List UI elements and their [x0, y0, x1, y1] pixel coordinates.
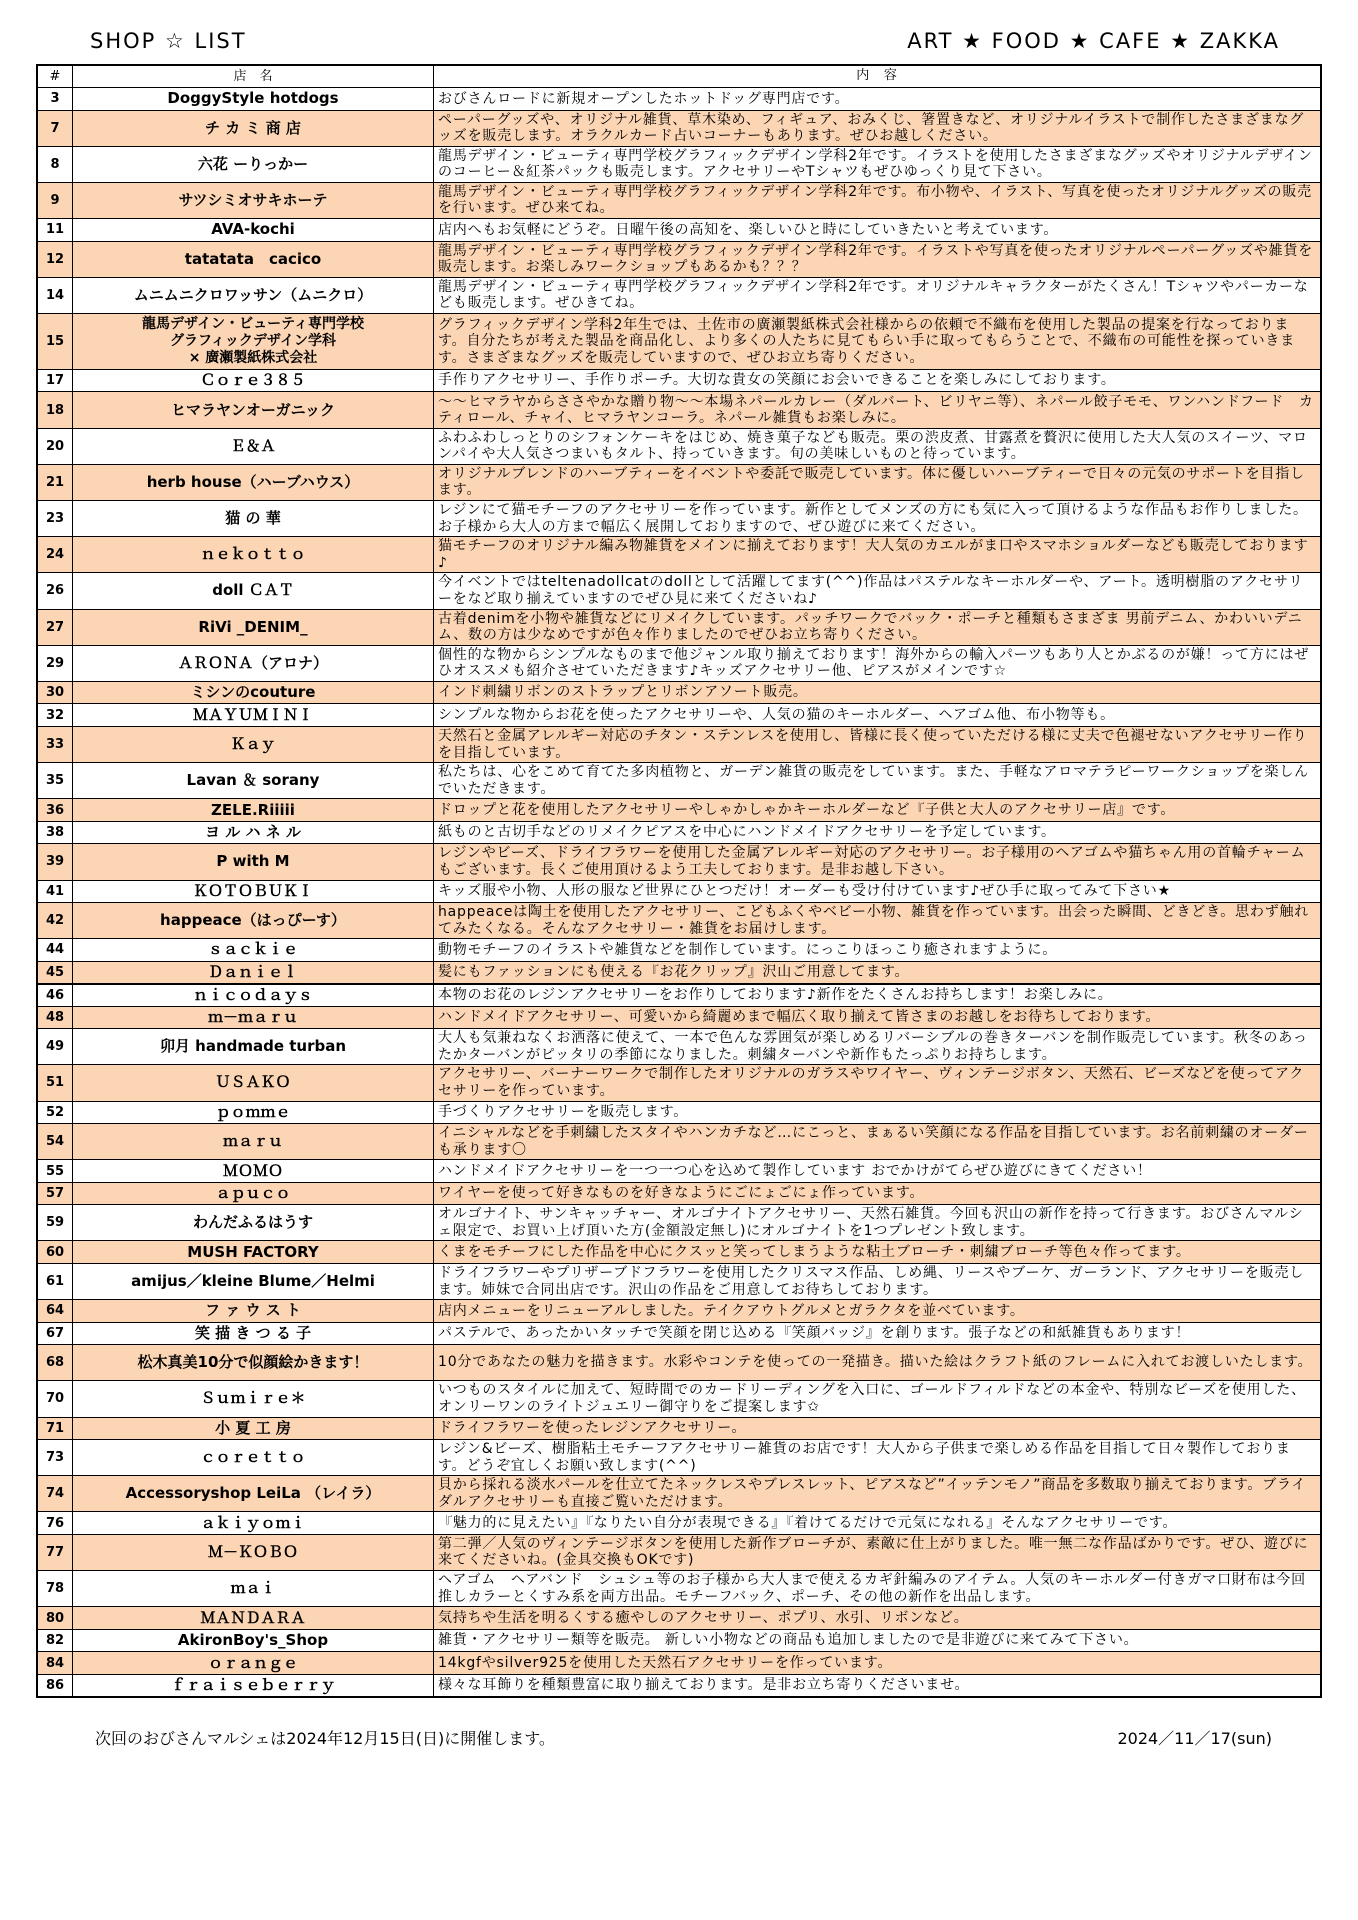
shop-name: ｃｏｒｅｔｔｏ	[73, 1440, 434, 1475]
shop-number: 77	[38, 1535, 73, 1570]
shop-description-cell	[434, 392, 1320, 427]
shop-description: 気持ちや生活を明るくする癒やしのアクセサリー、ポプリ、水引、リボンなど。	[438, 1609, 969, 1626]
shop-row	[38, 798, 1320, 821]
shop-name: Ｄａｎｉｅｌ	[73, 962, 434, 984]
shop-name: ａｐｕｃｏ	[73, 1183, 434, 1205]
shop-description: オリジナルブレンドのハーブティーをイベントや委託で販売しています。体に優しいハーブティーで日々の元気のサポートを目指します。	[438, 465, 1305, 499]
shop-name: ｍ－ｍａｒｕ	[73, 1007, 434, 1029]
shop-description-cell	[434, 1571, 1320, 1606]
shop-description: ふわふわしっとりのシフォンケーキをはじめ、焼き菓子なども販売。栗の渋皮煮、甘露煮を贅沢に使用した大人気のスイーツ、マロンパイや大人気さつまいもタルト、持っていきます。旬の美味しいものと待っています。	[438, 429, 1308, 463]
shop-description-cell	[434, 1205, 1320, 1240]
shop-number: 17	[38, 370, 73, 392]
shop-description-cell	[434, 1183, 1320, 1205]
shop-row	[38, 536, 1320, 572]
shop-description-cell	[434, 881, 1320, 903]
shop-name: Ｅ＆Ａ	[73, 429, 434, 464]
shop-number: 71	[38, 1418, 73, 1440]
shop-description-cell	[434, 573, 1320, 608]
shop-row	[38, 572, 1320, 608]
shop-number: 26	[38, 573, 73, 608]
shop-description-cell	[434, 1065, 1320, 1100]
shop-row	[38, 391, 1320, 427]
shop-name: MUSH FACTORY	[73, 1241, 434, 1263]
shop-description-cell	[434, 1241, 1320, 1263]
shop-description: 雑貨・アクセサリー類等を販売。 新しい小物などの商品も追加しましたので是非遊びに来てみて下さい。	[438, 1632, 1139, 1649]
shop-name: Ｋａｙ	[73, 727, 434, 762]
shop-description: パステルで、あったかいタッチで笑顔を閉じ込める『笑顔バッジ』を創ります。張子などの和紙雑貨もあります！	[438, 1325, 1191, 1342]
shop-row	[38, 1439, 1320, 1475]
shop-name: 六花 ーりっかー	[73, 147, 434, 182]
shop-description: ドライフラワーを使ったレジンアクセサリー。	[438, 1420, 747, 1436]
shop-number: 33	[38, 727, 73, 762]
shop-number: 9	[38, 183, 73, 218]
shop-description: 手作りアクセサリー、手作りポーチ。大切な貴女の笑顔にお会いできることを楽しみにしております。	[438, 372, 1116, 389]
shop-row	[38, 1475, 1320, 1511]
shop-row	[38, 1064, 1320, 1100]
shop-description: レジンにて猫モチーフのアクセサリーを作っています。新作としてメンズの方にも気に入って頂けるような作品もお作りしました。お子様から大人の方まで幅広く展開しておりますので、ぜひ遊びに来てください。	[438, 502, 1308, 535]
shop-description: ハンドメイドアクセサリー、可愛いから綺麗めまで幅広く取り揃えて皆さまのお越しをお待ちしております。	[438, 1009, 1161, 1026]
shop-description: レジン&ビーズ、樹脂粘土モチーフアクセサリー雑貨のお店です！大人から子供まで楽しめる作品を目指して日々製作しております。どうぞ宜しくお願い致します(^^)	[438, 1441, 1291, 1474]
shop-number: 27	[38, 610, 73, 645]
shop-name: amijus／kleine Blume／Helmi	[73, 1264, 434, 1299]
shop-name: RiVi _DENIM_	[73, 610, 434, 645]
shop-name: herb house（ハーブハウス）	[73, 465, 434, 500]
shop-row	[38, 1299, 1320, 1322]
shop-row	[38, 313, 1320, 369]
shop-number: 52	[38, 1102, 73, 1124]
shop-number: 76	[38, 1512, 73, 1534]
shop-description: 髪にもファッションにも使える『お花クリップ』沢山ご用意してます。	[438, 964, 910, 981]
table-header-row	[38, 66, 1320, 87]
shop-row	[38, 1380, 1320, 1416]
shop-number: 11	[38, 219, 73, 241]
shop-description: 『魅力的に見えたい』『なりたい自分が表現できる』『着けてるだけで元気になれる』そんなアクセサリーです。	[438, 1514, 1178, 1531]
shop-row	[38, 843, 1320, 879]
shop-name: 猫 の 華	[73, 501, 434, 536]
shop-description: 天然石と金属アレルギー対応のチタン・ステンレスを使用し、皆様に長く使っていただける様に丈夫で色褪せないアクセサリー作りを目指しています。	[438, 728, 1308, 761]
shop-description-cell	[434, 147, 1320, 182]
shop-description: ドロップと花を使用したアクセサリーやしゃかしゃかキーホルダーなど『子供と大人のアクセサリー店』です。	[438, 801, 1176, 818]
shop-row	[38, 428, 1320, 464]
shop-row	[38, 681, 1320, 704]
shop-row	[38, 938, 1320, 961]
shop-row	[38, 609, 1320, 645]
shop-number: 38	[38, 822, 73, 844]
shop-name: サツシミオサキホーテ	[73, 183, 434, 218]
shop-description: 大人も気兼ねなくお洒落に使えて、一本で色んな雰囲気が楽しめるリバーシブルの巻きターバンを制作販売しています。秋冬のあったかターバンがピッタリの季節になりました。刺繍ターバンや新作もたっぷりお持ちします。	[438, 1030, 1308, 1063]
shop-name: ＭＡＮＤＡＲＡ	[73, 1607, 434, 1629]
shop-number: 21	[38, 465, 73, 500]
shop-description: 第二弾／人気のヴィンテージボタンを使用した新作ブローチが、素敵に仕上がりました。唯一無二な作品ばかりです。ぜひ、遊びに来てくださいね。(金具交換もOKです)	[438, 1535, 1309, 1569]
shop-description: おびさんロードに新規オープンしたホットドッグ専門店です。	[438, 90, 850, 107]
shop-number: 67	[38, 1323, 73, 1345]
shop-name: フ ァ ウ ス ト	[73, 1300, 434, 1322]
shop-description-cell	[434, 1476, 1320, 1511]
shop-description: 龍馬デザイン・ビューティ専門学校グラフィックデザイン学科2年です。イラストや写真を使ったオリジナルペーパーグッズや雑貨を販売します。お楽しみワークショップもあるかも？？？	[438, 242, 1314, 276]
shop-name: Ｍ－ＫＯＢＯ	[73, 1535, 434, 1570]
shop-description: 店内へもお気軽にどうぞ。日曜午後の高知を、楽しいひと時にしていきたいと考えています。	[438, 221, 1059, 238]
shop-name: チ カ ミ 商 店	[73, 111, 434, 146]
shop-name: ｏｒａｎｇｅ	[73, 1652, 434, 1674]
shop-description: 14kgfやsilver925を使用した天然石アクセサリーを作っています。	[438, 1654, 893, 1671]
shop-name: ｓａｃｋｉｅ	[73, 939, 434, 961]
shop-number: 61	[38, 1264, 73, 1299]
shop-number: 29	[38, 646, 73, 681]
shop-description-cell	[434, 610, 1320, 645]
shop-number: 70	[38, 1381, 73, 1416]
shop-number: 51	[38, 1065, 73, 1100]
shop-row	[38, 703, 1320, 726]
shop-description-cell	[434, 1264, 1320, 1299]
shop-description: 店内メニューをリニューアルしました。テイクアウトグルメとガラクタを並べています。	[438, 1302, 1025, 1319]
shop-description-cell	[434, 1607, 1320, 1629]
column-header-name: 店 名	[73, 66, 434, 87]
shop-name: ヨ ル ハ ネ ル	[73, 822, 434, 844]
shop-name: わんだふるはうす	[73, 1205, 434, 1240]
shop-description-cell	[434, 799, 1320, 821]
shop-description: ワイヤーを使って好きなものを好きなようにごにょごにょ作っています。	[438, 1185, 925, 1202]
shop-number: 78	[38, 1571, 73, 1606]
shop-row	[38, 645, 1320, 681]
shop-description-cell	[434, 1630, 1320, 1652]
shop-row	[38, 1534, 1320, 1570]
shop-description-cell	[434, 465, 1320, 500]
shop-number: 45	[38, 962, 73, 984]
column-header-content: 内 容	[856, 68, 898, 84]
shop-row	[38, 762, 1320, 798]
shop-number: 35	[38, 763, 73, 798]
shop-description-cell	[434, 278, 1320, 313]
shop-description-cell	[434, 429, 1320, 464]
page-title: SHOP ☆ LIST	[90, 29, 247, 53]
shop-row	[38, 277, 1320, 313]
shop-number: 41	[38, 881, 73, 903]
shop-number: 14	[38, 278, 73, 313]
shop-description: 紙ものと古切手などのリメイクピアスを中心にハンドメイドアクセサリーを予定しています。	[438, 824, 1056, 841]
shop-row	[38, 1159, 1320, 1182]
shop-name: 小 夏 工 房	[73, 1418, 434, 1440]
shop-number: 20	[38, 429, 73, 464]
shop-name: ａｋｉｙｏｍｉ	[73, 1512, 434, 1534]
shop-description-cell	[434, 1381, 1320, 1416]
shop-description-cell	[434, 1160, 1320, 1182]
shop-description: 猫モチーフのオリジナル編み物雑貨をメインに揃えております！大人気のカエルがま口やスマホショルダーなども販売しております♪	[438, 538, 1309, 571]
shop-number: 80	[38, 1607, 73, 1629]
shop-name-line: 龍馬デザイン・ビューティ専門学校	[142, 315, 364, 332]
shop-description-cell	[434, 646, 1320, 681]
shop-number: 3	[38, 88, 73, 110]
shop-name: Accessoryshop LeiLa （レイラ）	[73, 1476, 434, 1511]
shop-number: 73	[38, 1440, 73, 1475]
shop-description: 龍馬デザイン・ビューティ専門学校グラフィックデザイン学科2年です。布小物や、イラスト、写真を使ったオリジナルグッズの販売を行います。ぜひ来てね。	[438, 183, 1312, 217]
shop-description-cell	[434, 219, 1320, 241]
shop-description-cell	[434, 903, 1320, 938]
shop-description-cell	[434, 939, 1320, 961]
shop-name: ZELE.Riiiii	[73, 799, 434, 821]
shop-number: 30	[38, 682, 73, 704]
shop-description-cell	[434, 111, 1320, 146]
shop-description: オルゴナイト、サンキャッチャー、オルゴナイトアクセサリー、天然石雑貨。今回も沢山の新作を持って行きます。おびさんマルシェ限定で、お買い上げ頂いた方(金額設定無し)にオルゴナイトを1つプレゼント致します。	[438, 1206, 1304, 1239]
shop-description-cell	[434, 822, 1320, 844]
shop-number: 59	[38, 1205, 73, 1240]
shop-row	[38, 146, 1320, 182]
shop-number: 8	[38, 147, 73, 182]
shop-description: 貝から採れる淡水パールを仕立てたネックレスやブレスレット、ピアスなど”イッテンモノ”商品を多数取り揃えております。ブライダルアクセサリーも直接ご覧いただけます。	[438, 1477, 1307, 1510]
shop-description: ハンドメイドアクセサリーを一つ一つ心を込めて製作しています おでかけがてらぜひ遊びにきてください！	[438, 1162, 1152, 1179]
shop-row	[38, 1674, 1320, 1697]
shop-name: ｐｏｍｍｅ	[73, 1102, 434, 1124]
shop-name: ｍａｒｕ	[73, 1124, 434, 1159]
shop-number: 32	[38, 704, 73, 726]
shop-name: ｍａｉ	[73, 1571, 434, 1606]
shop-number: 57	[38, 1183, 73, 1205]
shop-row	[38, 110, 1320, 146]
shop-name: ＡＲＯＮＡ（アロナ）	[73, 646, 434, 681]
shop-name: ＫＯＴＯＢＵＫＩ	[73, 881, 434, 903]
shop-row	[38, 218, 1320, 241]
shop-description: 個性的な物からシンプルなものまで他ジャンル取り揃えております！海外からの輸入パーツもあり人とかぶるのが嫌！って方にはぜひオススメも紹介させていただきます♪キッズアクセサリー他、ピアスがメインです☆	[438, 646, 1310, 680]
shop-row	[38, 500, 1320, 536]
shop-description-cell	[434, 704, 1320, 726]
shop-description-cell	[434, 88, 1320, 110]
shop-description: 手づくりアクセサリーを販売します。	[438, 1104, 689, 1121]
shop-name: P with M	[73, 844, 434, 879]
shop-description-cell	[434, 962, 1320, 984]
shop-row	[38, 1240, 1320, 1263]
shop-number: 55	[38, 1160, 73, 1182]
shop-row	[38, 821, 1320, 844]
shop-name-line: × 廣瀬製紙株式会社	[188, 349, 318, 366]
shop-description-cell	[434, 727, 1320, 762]
shop-number: 23	[38, 501, 73, 536]
shop-description: ～～ヒマラヤからささやかな贈り物～～本場ネパールカレー（ダルバート、ビリヤニ等）、ネパール餃子モモ、ワンハンドフード カティロール、チャイ、ヒマラヤンコーラ。ネパール雑貨もお楽しみに。	[438, 393, 1314, 427]
category-tagline: ART ★ FOOD ★ CAFE ★ ZAKKA	[907, 29, 1280, 53]
shop-number: 44	[38, 939, 73, 961]
shop-number: 68	[38, 1345, 73, 1380]
shop-description: 今イベントではteltenadollcatのdollとして活躍してます(^^)作品はパステルなキーホルダーや、アート。透明樹脂のアクセサリーをなど取り揃えていますのでぜひ見に来てくださいね♪	[438, 574, 1304, 607]
shop-description: 本物のお花のレジンアクセサリーをお作りしております♪新作をたくさんお持ちします！お楽しみに。	[438, 987, 1113, 1004]
shop-number: 36	[38, 799, 73, 821]
shop-row	[38, 1606, 1320, 1629]
shop-description-cell	[434, 763, 1320, 798]
shop-list-table	[36, 64, 1322, 1698]
shop-name	[73, 314, 434, 369]
list-date: 2024／11／17(sun)	[1117, 1729, 1272, 1748]
column-header-number: #	[38, 66, 73, 87]
shop-name: 卯月 handmade turban	[73, 1029, 434, 1064]
shop-row	[38, 1101, 1320, 1124]
shop-description-cell	[434, 985, 1320, 1006]
shop-row	[38, 241, 1320, 277]
shop-description-cell	[434, 1675, 1320, 1697]
shop-description: いつものスタイルに加えて、短時間でのカードリーディングを入口に、ゴールドフィルドなどの本金や、特別なビーズを使用した、オンリーワンのライトジュエリー御守りをご提案します✩	[438, 1382, 1306, 1415]
shop-description: 動物モチーフのイラストや雑貨などを制作しています。にっこりほっこり癒されますように。	[438, 941, 1058, 958]
shop-name: ＭＯＭＯ	[73, 1160, 434, 1182]
shop-description: キッズ服や小物、人形の服など世界にひとつだけ！オーダーも受け付けています♪ぜひ手に取ってみて下さい★	[438, 883, 1171, 899]
shop-description: レジンやビーズ、ドライフラワーを使用した金属アレルギー対応のアクセサリー。お子様用のヘアゴムや猫ちゃん用の首輪チャームもございます。長くご使用頂けるよう工夫しております。是非お越し下さい。	[438, 845, 1306, 878]
next-event-notice: 次回のおびさんマルシェは2024年12月15日(日)に開催します。	[95, 1729, 555, 1748]
shop-number: 12	[38, 242, 73, 277]
shop-description-cell	[434, 1029, 1320, 1064]
shop-name: DoggyStyle hotdogs	[73, 88, 434, 110]
shop-description-cell	[434, 682, 1320, 704]
shop-number: 54	[38, 1124, 73, 1159]
shop-description: 10分であなたの魅力を描きます。水彩やコンテを使っての一発描き。描いた絵はクラフト紙のフレームに入れてお渡しいたします。	[438, 1354, 1313, 1371]
shop-description-cell	[434, 183, 1320, 218]
shop-number: 84	[38, 1652, 73, 1674]
shop-number: 42	[38, 903, 73, 938]
shop-name: tatatata cacico	[73, 242, 434, 277]
shop-row	[38, 726, 1320, 762]
shop-name: 松木真美10分で似顔絵かきます！	[73, 1345, 434, 1380]
shop-description-cell	[434, 370, 1320, 392]
shop-row	[38, 1570, 1320, 1606]
shop-description: 龍馬デザイン・ビューティ専門学校グラフィックデザイン学科2年です。オリジナルキャラクターがたくさん！Tシャツやパーカーなども販売します。ぜひきてね。	[438, 278, 1309, 312]
shop-row	[38, 1417, 1320, 1440]
shop-description-cell	[434, 1418, 1320, 1440]
shop-row	[38, 1651, 1320, 1674]
shop-row	[38, 1123, 1320, 1159]
shop-number: 7	[38, 111, 73, 146]
shop-description-cell	[434, 1652, 1320, 1674]
shop-number: 39	[38, 844, 73, 879]
shop-row	[38, 1204, 1320, 1240]
shop-description-cell	[434, 1512, 1320, 1534]
shop-row	[38, 983, 1320, 1006]
shop-description: シンプルな物からお花を使ったアクセサリーや、人気の猫のキーホルダー、ヘアゴム他、布小物等も。	[438, 706, 1115, 723]
shop-name: AkironBoy's_Shop	[73, 1630, 434, 1652]
shop-name: ＵＳＡＫＯ	[73, 1065, 434, 1100]
shop-name: happeace（はっぴーす）	[73, 903, 434, 938]
shop-description: 古着denimを小物や雑貨などにリメイクしています。パッチワークでバック・ポーチと種類もさまざま 男前デニム、かわいいデニム、数の方は少なめですが色々作りましたのでぜひお立ち寄りください。	[438, 610, 1303, 644]
shop-row	[38, 1322, 1320, 1345]
shop-name: ムニムニクロワッサン（ムニクロ）	[73, 278, 434, 313]
shop-description-cell	[434, 1102, 1320, 1124]
shop-description: イニシャルなどを手刺繍したスタイやハンカチなど…にこっと、まぁるい笑顔になる作品を目指しています。お名前刺繍のオーダーも承ります〇	[438, 1125, 1309, 1158]
shop-number: 60	[38, 1241, 73, 1263]
shop-description-cell	[434, 1124, 1320, 1159]
shop-description-cell	[434, 844, 1320, 879]
shop-name: ヒマラヤンオーガニック	[73, 392, 434, 427]
shop-description-cell	[434, 1535, 1320, 1570]
shop-name: ｆｒａｉｓｅｂｅｒｒｙ	[73, 1675, 434, 1697]
shop-number: 86	[38, 1675, 73, 1697]
shop-name: ＭＡＹＵＭＩＮＩ	[73, 704, 434, 726]
shop-description: グラフィックデザイン学科2年生では、土佐市の廣瀬製紙株式会社様からの依頼で不織布を使用した製品の提案を行なっております。自分たちが考えた製品を商品化し、より多くの人たちに見てもらい手に取ってもらうことで、不織布の可能性を探っていきます。さまざまなグッズを販売していますので、ぜひお立ち寄りください。	[438, 316, 1295, 366]
shop-row	[38, 464, 1320, 500]
shop-description: happeaceは陶土を使用したアクセサリー、こどもふくやベビー小物、雑貨を作っています。出会った瞬間、どきどき。思わず触れてみたくなる。そんなアクセサリー・雑貨をお届けします。	[438, 904, 1310, 937]
shop-number: 24	[38, 537, 73, 572]
shop-description: 龍馬デザイン・ビューティ専門学校グラフィックデザイン学科2年です。イラストを使用したさまざまなグッズやオリジナルデザインのコーヒー＆紅茶パックも販売します。アクセサリーやTシャツもぜひゆっくり見て下さい。	[438, 147, 1313, 181]
shop-row	[38, 902, 1320, 938]
shop-description-cell	[434, 1300, 1320, 1322]
shop-row	[38, 1182, 1320, 1205]
shop-name-line: グラフィックデザイン学科	[170, 332, 336, 349]
shop-name: AVA-kochi	[73, 219, 434, 241]
shop-name: Ｃｏｒｅ３８５	[73, 370, 434, 392]
shop-description: 様々な耳飾りを種類豊富に取り揃えております。是非お立ち寄りくださいませ。	[438, 1677, 970, 1694]
shop-name: ｎｉｃｏｄａｙｓ	[73, 985, 434, 1006]
shop-number: 64	[38, 1300, 73, 1322]
shop-row	[38, 961, 1320, 984]
shop-number: 18	[38, 392, 73, 427]
shop-row	[38, 1028, 1320, 1064]
shop-row	[38, 87, 1320, 110]
shop-description-cell	[434, 1323, 1320, 1345]
shop-name: ミシンのcouture	[73, 682, 434, 704]
shop-row	[38, 182, 1320, 218]
shop-name: doll ＣＡＴ	[73, 573, 434, 608]
shop-description-cell	[434, 537, 1320, 572]
shop-name: Lavan ＆ sorany	[73, 763, 434, 798]
shop-description-cell	[434, 314, 1320, 369]
shop-number: 46	[38, 985, 73, 1006]
shop-row	[38, 880, 1320, 903]
shop-number: 15	[38, 314, 73, 369]
shop-description-cell	[434, 501, 1320, 536]
shop-description-cell	[434, 1440, 1320, 1475]
shop-name: Ｓｕｍｉｒｅ＊	[73, 1381, 434, 1416]
shop-row	[38, 1344, 1320, 1380]
shop-description: インド刺繍リボンのストラップとリボンアソート販売。	[438, 684, 808, 701]
shop-row	[38, 369, 1320, 392]
shop-name: ｎｅｋｏｔｔｏ	[73, 537, 434, 572]
shop-description: ヘアゴム ヘアバンド シュシュ等のお子様から大人まで使えるカギ針編みのアイテム。人気のキーホルダー付きガマ口財布は今回推しカラーとくすみ系を両方出品。モチーフバック、ポーチ、その他の新作を出品します。	[438, 1572, 1306, 1605]
shop-number: 74	[38, 1476, 73, 1511]
shop-description: くまをモチーフにした作品を中心にクスッと笑ってしまうような粘土ブローチ・刺繍ブローチ等色々作ってます。	[438, 1243, 1191, 1260]
shop-number: 48	[38, 1007, 73, 1029]
shop-row	[38, 1263, 1320, 1299]
shop-number: 82	[38, 1630, 73, 1652]
shop-description-cell	[434, 1007, 1320, 1029]
shop-description: ペーパーグッズや、オリジナル雑貨、草木染め、フィギュア、おみくじ、箸置きなど、オリジナルイラストで制作したさまざまなグッズを販売します。オラクルカード占いコーナーもあります。ぜひお越しください。	[438, 111, 1305, 145]
shop-row	[38, 1006, 1320, 1029]
shop-description-cell	[434, 242, 1320, 277]
shop-row	[38, 1629, 1320, 1652]
shop-description-cell	[434, 1345, 1320, 1380]
shop-name: 笑 描 き つ る 子	[73, 1323, 434, 1345]
shop-number: 49	[38, 1029, 73, 1064]
shop-description: ドライフラワーやプリザーブドフラワーを使用したクリスマス作品、しめ縄、リースやブーケ、ガーランド、アクセサリーを販売します。姉妹で合同出店です。沢山の作品をご用意してお待ちしております。	[438, 1265, 1305, 1298]
shop-description: 私たちは、心をこめて育てた多肉植物と、ガーデン雑貨の販売をしています。また、手軽なアロマテラピーワークショップを楽しんでいただきます。	[438, 764, 1309, 797]
shop-row	[38, 1511, 1320, 1534]
shop-description: アクセサリー、バーナーワークで制作したオリジナルのガラスやワイヤー、ヴィンテージボタン、天然石、ビーズなどを使ってアクセサリーを作っています。	[438, 1066, 1305, 1099]
